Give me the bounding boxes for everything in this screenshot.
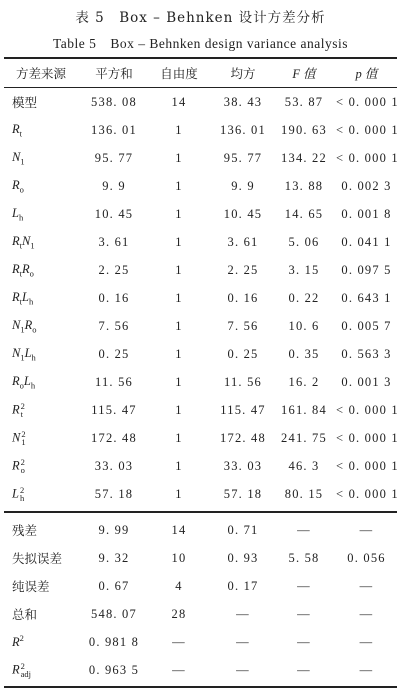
cell-p: 0. 005 7 [341, 318, 392, 333]
cell-f: 10. 6 [288, 318, 320, 333]
cell-f: 5. 58 [288, 550, 320, 565]
cell-ss: 10. 45 [94, 206, 134, 221]
table-row [4, 284, 397, 312]
table-row [4, 516, 397, 544]
cell-p: < 0. 000 1 [336, 402, 399, 417]
cell-source: $N_1R_o$ [12, 317, 37, 335]
cell-p: 0. 002 3 [341, 178, 392, 193]
cell-source: R 2 o [12, 456, 25, 475]
header-f: F 值 [292, 67, 316, 81]
header-ss: 平方和 [95, 66, 133, 81]
cell-f: — [297, 662, 311, 677]
cell-p: 0. 643 1 [341, 290, 392, 305]
cell-p: — [359, 522, 374, 537]
table-row [4, 424, 397, 452]
cell-ms: 3. 61 [227, 234, 259, 249]
table-row [4, 200, 397, 228]
cell-df: 1 [175, 150, 183, 165]
table-row [4, 228, 397, 256]
cell-source: N 2 1 [12, 428, 26, 447]
cell-ms: 172. 48 [220, 430, 266, 445]
cell-df: 1 [175, 178, 183, 193]
cell-ms: — [236, 662, 250, 677]
cell-ss: 9. 99 [98, 522, 130, 537]
cell-p: 0. 097 5 [341, 262, 392, 277]
cell-ss: 172. 48 [91, 430, 137, 445]
cell-df: — [172, 662, 186, 677]
cell-ms: 2. 25 [227, 262, 259, 277]
cell-ss: 538. 08 [91, 94, 137, 109]
top-rule [4, 57, 397, 59]
cell-ms: 38. 43 [223, 94, 263, 109]
cell-source: $R_oL_h$ [12, 373, 36, 391]
cell-f: 0. 22 [288, 290, 320, 305]
cell-f: 80. 15 [284, 486, 324, 501]
cell-df: 1 [175, 122, 183, 137]
cell-f: — [297, 578, 311, 593]
cell-p: 0. 056 [347, 550, 386, 565]
cell-ms: 10. 45 [223, 206, 263, 221]
cell-ms: 0. 71 [227, 522, 259, 537]
cell-df: 1 [175, 374, 183, 389]
cell-ss: 9. 9 [102, 178, 126, 193]
cell-ss: 0. 16 [98, 290, 130, 305]
cell-source: $L_h$ [12, 205, 24, 223]
cell-df: 1 [175, 290, 183, 305]
cell-ms: 33. 03 [223, 458, 263, 473]
cell-source: 残差 [12, 523, 38, 538]
cell-f: 0. 35 [288, 346, 320, 361]
table-row [4, 600, 397, 628]
cell-p: — [359, 578, 374, 593]
cell-f: — [297, 522, 311, 537]
table-row [4, 396, 397, 424]
cell-source: $R_tR_o$ [12, 261, 34, 279]
table-row [4, 452, 397, 480]
cell-p: < 0. 000 1 [336, 458, 399, 473]
cell-df: — [172, 634, 186, 649]
cell-df: 14 [171, 522, 187, 537]
cell-p: — [359, 634, 374, 649]
header-source: 方差来源 [16, 66, 67, 81]
cell-ss: 0. 25 [98, 346, 130, 361]
cell-f: — [297, 606, 311, 621]
table-row [4, 88, 397, 116]
header-ms: 均方 [230, 66, 256, 81]
cell-ms: 115. 47 [220, 402, 266, 417]
cell-p: < 0. 000 1 [336, 122, 399, 137]
cell-p: < 0. 000 1 [336, 430, 399, 445]
cell-df: 1 [175, 234, 183, 249]
cell-ms: 95. 77 [223, 150, 263, 165]
cell-f: 241. 75 [281, 430, 327, 445]
cell-source: $N_1$ [12, 149, 25, 167]
cell-ss: 9. 32 [98, 550, 130, 565]
table-caption-en: Table 5 Box – Behnken design variance analysis [53, 36, 348, 51]
cell-ss: 0. 963 5 [88, 662, 140, 677]
cell-f: — [297, 634, 311, 649]
cell-ss: 0. 67 [98, 578, 130, 593]
cell-source: R 2 t [12, 400, 25, 419]
cell-ms: 0. 16 [227, 290, 259, 305]
table-row [4, 116, 397, 144]
cell-f: 13. 88 [284, 178, 324, 193]
cell-ms: — [236, 606, 250, 621]
table-row [4, 340, 397, 368]
cell-source: 纯误差 [12, 579, 50, 594]
table-row [4, 144, 397, 172]
cell-ss: 2. 25 [98, 262, 130, 277]
cell-ms: — [236, 634, 250, 649]
cell-ms: 0. 25 [227, 346, 259, 361]
cell-df: 14 [171, 94, 187, 109]
cell-df: 1 [175, 346, 183, 361]
cell-ss: 33. 03 [94, 458, 134, 473]
cell-source: 模型 [12, 95, 38, 110]
cell-p: — [359, 606, 374, 621]
table-row [4, 656, 397, 684]
cell-f: 161. 84 [281, 402, 327, 417]
cell-f: 5. 06 [288, 234, 320, 249]
cell-f: 14. 65 [284, 206, 324, 221]
cell-source: R 2 adj [12, 660, 32, 679]
table-header [4, 60, 397, 86]
table-row [4, 172, 397, 200]
cell-source: 总和 [12, 607, 38, 622]
cell-ss: 11. 56 [95, 374, 133, 389]
cell-source: $R_o$ [12, 177, 24, 195]
cell-source: $R_t$ [12, 121, 23, 139]
cell-source: $R_tN_1$ [12, 233, 35, 251]
cell-p: < 0. 000 1 [336, 486, 399, 501]
cell-p: 0. 563 3 [341, 346, 392, 361]
cell-source: $R^2$ [12, 633, 24, 650]
cell-ms: 7. 56 [227, 318, 259, 333]
cell-df: 1 [175, 318, 183, 333]
mid-rule [4, 511, 397, 513]
cell-df: 1 [175, 262, 183, 277]
cell-f: 134. 22 [281, 150, 327, 165]
cell-ss: 136. 01 [91, 122, 137, 137]
cell-p: < 0. 000 1 [336, 150, 399, 165]
cell-source: $R_tL_h$ [12, 289, 34, 307]
cell-ss: 7. 56 [98, 318, 130, 333]
cell-ms: 57. 18 [223, 486, 263, 501]
cell-ss: 57. 18 [94, 486, 134, 501]
cell-p: 0. 001 8 [341, 206, 392, 221]
cell-p: — [359, 662, 374, 677]
cell-df: 10 [171, 550, 187, 565]
cell-ms: 136. 01 [220, 122, 266, 137]
cell-source: $N_1L_h$ [12, 345, 36, 363]
cell-ss: 115. 47 [91, 402, 137, 417]
cell-ms: 9. 9 [231, 178, 255, 193]
cell-source: L 2 h [12, 484, 25, 503]
header-df: 自由度 [160, 66, 198, 81]
cell-f: 46. 3 [288, 458, 320, 473]
cell-df: 4 [175, 578, 183, 593]
cell-ss: 95. 77 [94, 150, 134, 165]
header-p: p 值 [355, 67, 378, 81]
cell-p: < 0. 000 1 [336, 94, 399, 109]
cell-f: 16. 2 [288, 374, 320, 389]
cell-f: 53. 87 [284, 94, 324, 109]
cell-ss: 0. 981 8 [88, 634, 140, 649]
table-row [4, 544, 397, 572]
cell-ss: 3. 61 [98, 234, 130, 249]
table-row [4, 480, 397, 508]
cell-f: 190. 63 [281, 122, 327, 137]
cell-p: 0. 001 3 [341, 374, 392, 389]
cell-ms: 0. 93 [227, 550, 259, 565]
table-row [4, 312, 397, 340]
cell-df: 1 [175, 206, 183, 221]
table-row [4, 256, 397, 284]
cell-df: 1 [175, 402, 183, 417]
cell-df: 28 [171, 606, 187, 621]
cell-source: 失拟误差 [12, 551, 63, 566]
cell-ss: 548. 07 [91, 606, 137, 621]
cell-p: 0. 041 1 [341, 234, 392, 249]
table-caption-cn: 表 5 Box – Behnken 设计方差分析 [75, 10, 326, 26]
table-row [4, 572, 397, 600]
cell-df: 1 [175, 430, 183, 445]
cell-ms: 0. 17 [227, 578, 259, 593]
table-row [4, 628, 397, 656]
cell-df: 1 [175, 486, 183, 501]
table-row [4, 368, 397, 396]
cell-ms: 11. 56 [224, 374, 262, 389]
cell-df: 1 [175, 458, 183, 473]
cell-f: 3. 15 [288, 262, 320, 277]
